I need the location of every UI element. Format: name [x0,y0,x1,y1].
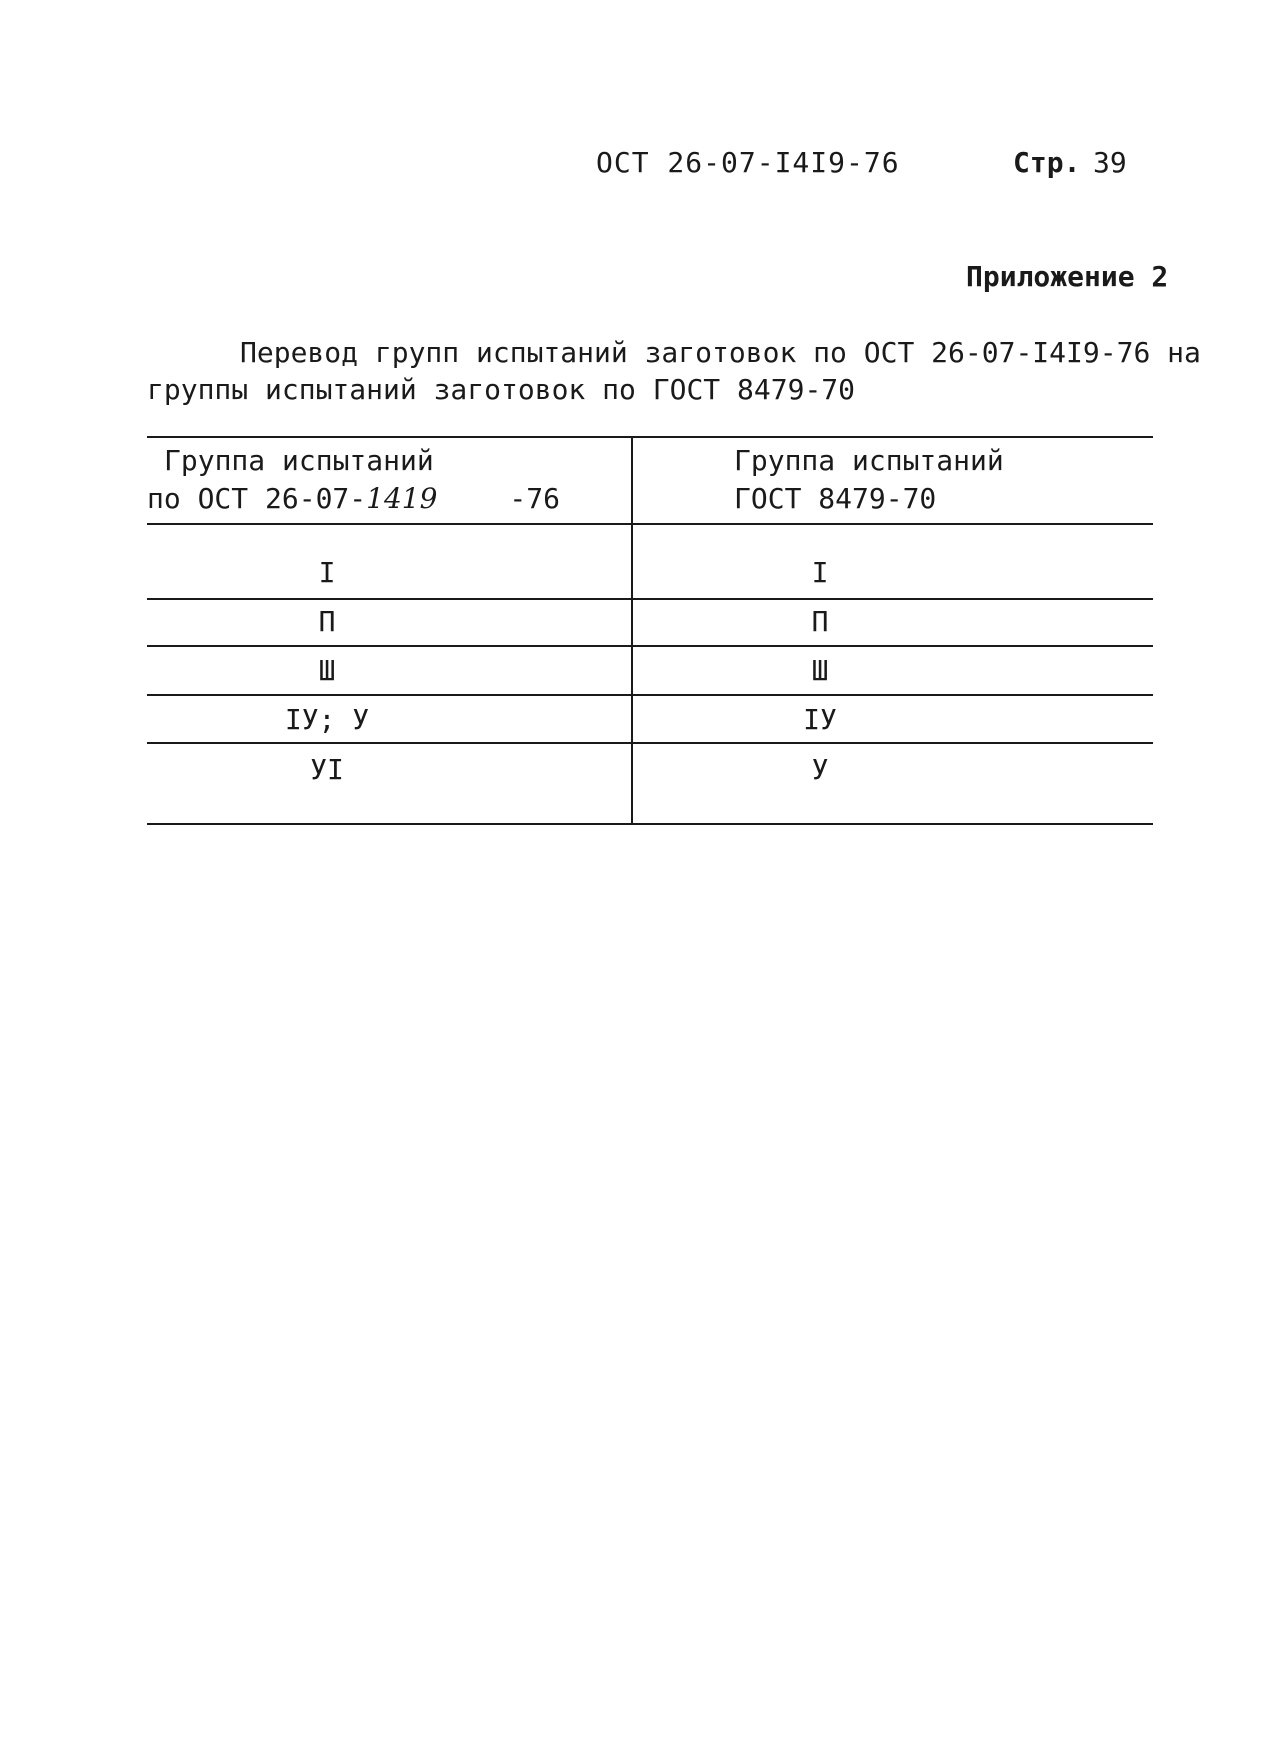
right-column-header-line-1: Группа испытаний [734,444,1004,477]
table-bottom-rule [147,823,1153,825]
intro-text-line-1: Перевод групп испытаний заготовок по ОСТ 26-07-I4I9-76 на [240,336,1201,369]
right-column-header-line-2: ГОСТ 8479-70 [734,482,937,515]
table-row-divider [147,742,1153,744]
table-header-rule [147,523,1153,525]
standard-number: ОСТ 26-07-I4I9-76 [596,146,900,179]
table-cell-ost: I [318,556,336,589]
table-cell-ost: Ш [318,654,336,687]
appendix-title: Приложение 2 [966,260,1169,293]
left-column-header-line-2 [147,482,560,515]
table-cell-ost: УI [310,753,344,786]
table-top-rule [147,436,1153,438]
left-column-header-line-1: Группа испытаний [164,444,434,477]
page-number: 39 [1093,146,1127,179]
table-cell-ost: IУ; У [284,703,370,736]
intro-text-line-2: группы испытаний заготовок по ГОСТ 8479-70 [147,373,856,406]
table-row-divider [147,694,1153,696]
table-cell-gost: I [811,556,829,589]
table-row-divider [147,645,1153,647]
left-header-suffix: -76 [509,482,560,515]
handwritten-number: 1419 [366,482,438,515]
table-row-divider [147,598,1153,600]
table-cell-gost: IУ [803,703,837,736]
table-cell-gost: У [811,753,829,786]
page-label: Стр. [1013,146,1081,179]
table-cell-gost: П [811,605,829,638]
left-header-prefix: по ОСТ 26-07- [147,482,367,515]
table-cell-gost: Ш [811,654,829,687]
table-cell-ost: П [318,605,336,638]
table-column-divider [631,436,633,824]
